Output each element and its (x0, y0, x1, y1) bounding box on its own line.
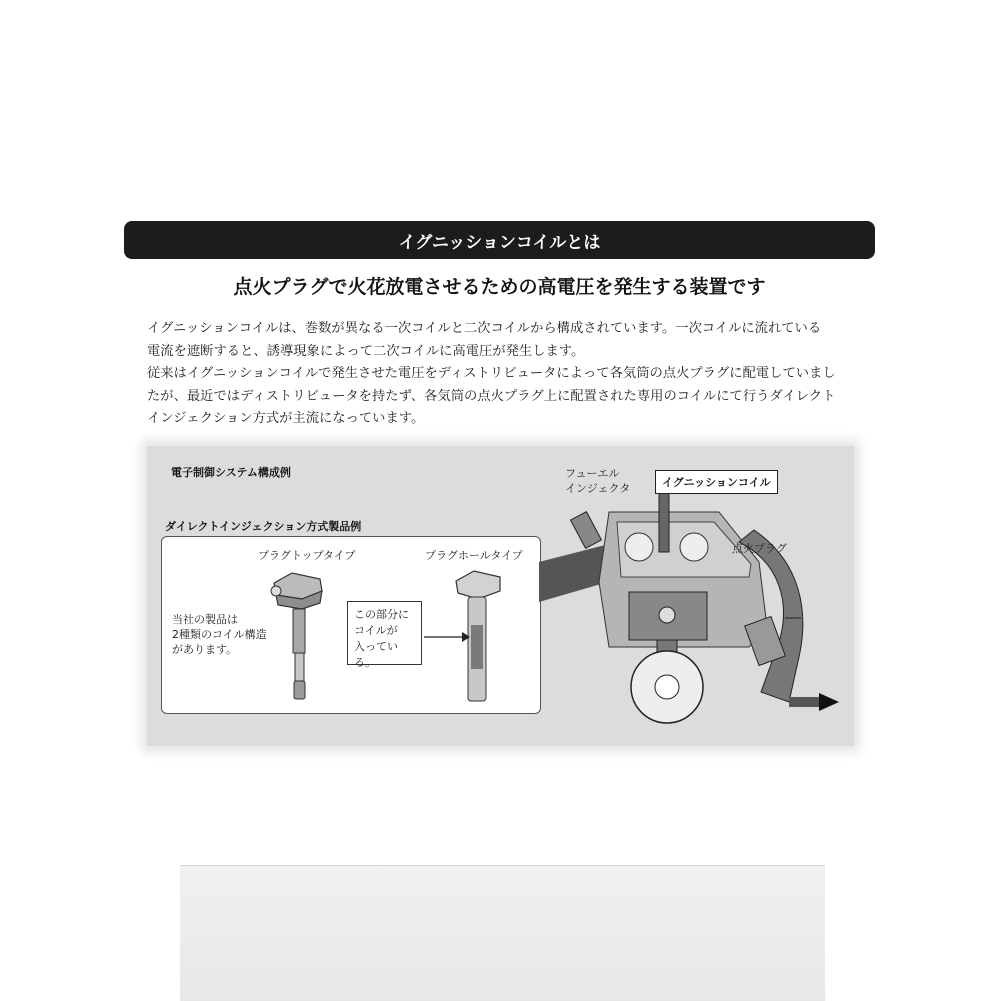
product-example-panel (161, 536, 541, 714)
system-diagram (147, 446, 854, 746)
description-line: イグニッションコイルは、巻数が異なる一次コイルと二次コイルから構成されています。一次コイルに流れている (147, 321, 822, 336)
section-title: イグニッションコイルとは (398, 232, 601, 253)
inset-title: ダイレクトインジェクション方式製品例 (165, 520, 362, 533)
section-title-bar (124, 221, 875, 259)
description-line: インジェクション方式が主流になっています。 (147, 411, 425, 426)
description-line: 電流を遮断すると、誘導現象によって二次コイルに高電圧が発生します。 (147, 343, 585, 359)
description-text (147, 318, 867, 431)
callout-arrow-icon (422, 631, 472, 643)
description-line: たが、最近ではディストリビュータを持たず、各気筒の点火プラグ上に配置された専用のコイルにて行うダイレクト (147, 388, 836, 404)
spark-plug-label: 点火プラグ (732, 542, 787, 555)
description-line: 従来はイグニッションコイルで発生させた電圧をディストリビュータによって各気筒の点火プラグに配電していまし (147, 366, 836, 381)
coil-callout: この部分に コイルが 入っている。 (347, 601, 422, 665)
page-subtitle: 点火プラグで火花放電させるための高電圧を発生する装置です (233, 276, 766, 298)
plug-top-coil-icon (262, 563, 332, 707)
ignition-coil-label: イグニッションコイル (655, 470, 778, 494)
plug-hole-type-label: プラグホールタイプ (425, 549, 523, 562)
system-title: 電子制御システム構成例 (171, 466, 291, 479)
fuel-injector-label: フューエル インジェクタ (565, 467, 631, 495)
bottom-panel (180, 865, 825, 1001)
product-note: 当社の製品は 2種類のコイル構造 があります。 (172, 613, 267, 656)
plug-top-type-label: プラグトップタイプ (258, 549, 356, 562)
